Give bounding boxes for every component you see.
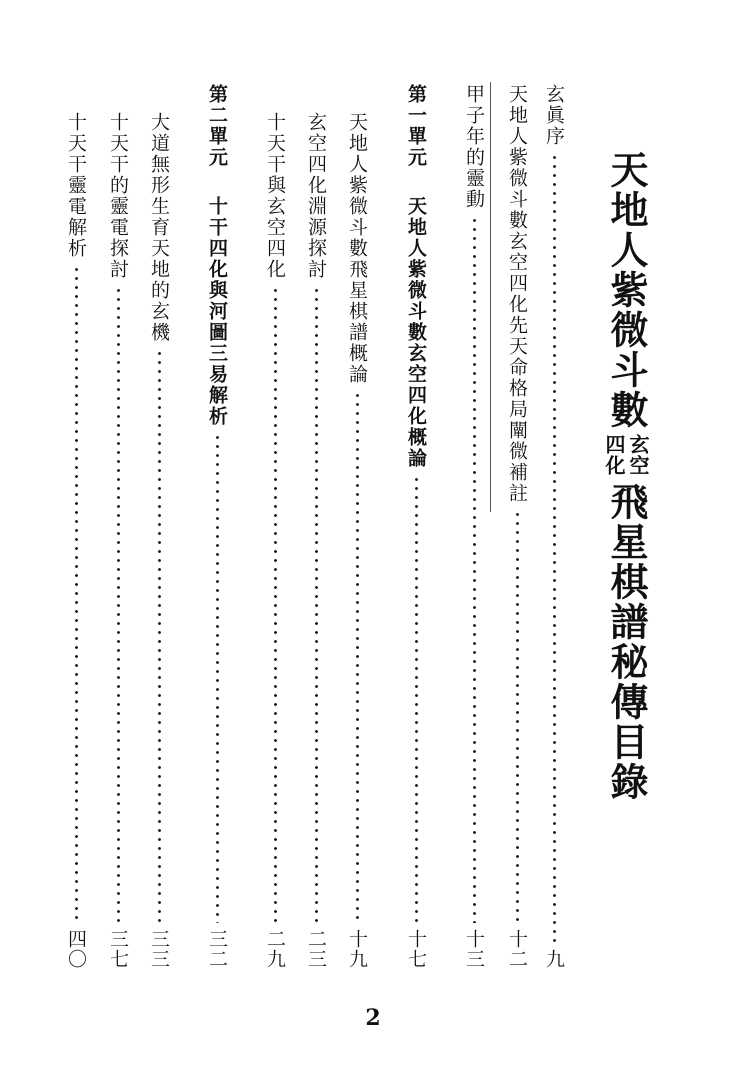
page-number: 2 (365, 1005, 381, 1031)
toc-unit-heading (402, 84, 430, 969)
toc-entry (145, 112, 173, 969)
entry-text: 十天干的靈電探討 (107, 112, 129, 280)
unit-prefix: 第一單元 (405, 84, 427, 168)
toc-title (602, 150, 650, 802)
toc-unit-heading (203, 84, 231, 969)
leader-dots (117, 286, 120, 923)
entry-text: 十天干靈電解析 (65, 112, 87, 259)
unit-prefix: 第二單元 (206, 84, 228, 168)
entry-text: 玄眞序 (543, 84, 565, 147)
entry-text: 十天干與玄空四化 (264, 112, 286, 280)
leader-dots (356, 391, 359, 923)
entry-text: 大道無形生育天地的玄機 (148, 112, 170, 343)
toc-entry (503, 84, 531, 969)
title-main-top: 天地人紫微斗數 (604, 150, 648, 430)
divider-line (490, 82, 491, 512)
leader-dots (75, 265, 78, 923)
leader-dots (158, 349, 161, 923)
entry-text: 天地人紫微斗數玄空四化概論 (405, 196, 427, 469)
entry-text: 十干四化與河圖三易解析 (206, 196, 228, 427)
title-subtitle (603, 434, 649, 476)
entry-page: 十三 (463, 929, 485, 969)
toc-entry (261, 112, 289, 969)
toc-entry (104, 112, 132, 969)
leader-dots (415, 475, 418, 923)
entry-page: 二九 (264, 929, 286, 969)
toc-entry (343, 112, 371, 969)
entry-text: 玄空四化淵源探討 (305, 112, 327, 280)
title-main-bottom: 飛星棋譜秘傳目錄 (604, 482, 648, 802)
entry-page: 二三 (305, 929, 327, 969)
entry-page: 十二 (506, 929, 528, 969)
title-sub-right: 玄空 (626, 434, 650, 476)
toc-entry (460, 84, 488, 969)
entry-page: 十九 (346, 929, 368, 969)
leader-dots (473, 216, 476, 923)
entry-text: 甲子年的靈動 (463, 84, 485, 210)
leader-dots (216, 433, 219, 923)
leader-dots (274, 286, 277, 923)
entry-text: 天地人紫微斗數飛星棋譜概論 (346, 112, 368, 385)
title-sub-left: 四化 (602, 434, 626, 476)
entry-page: 三二 (206, 929, 228, 969)
leader-dots (516, 510, 519, 923)
leader-dots (315, 286, 318, 923)
toc-entry (540, 84, 568, 969)
entry-page: 九 (543, 949, 565, 969)
entry-page: 三七 (107, 929, 129, 969)
entry-text: 天地人紫微斗數玄空四化先天命格局闡微補註 (506, 84, 528, 504)
toc-entry (62, 112, 90, 969)
leader-dots (553, 153, 556, 943)
entry-page: 四〇 (65, 929, 87, 969)
entry-page: 十七 (405, 929, 427, 969)
entry-page: 三三 (148, 929, 170, 969)
toc-entry (302, 112, 330, 969)
